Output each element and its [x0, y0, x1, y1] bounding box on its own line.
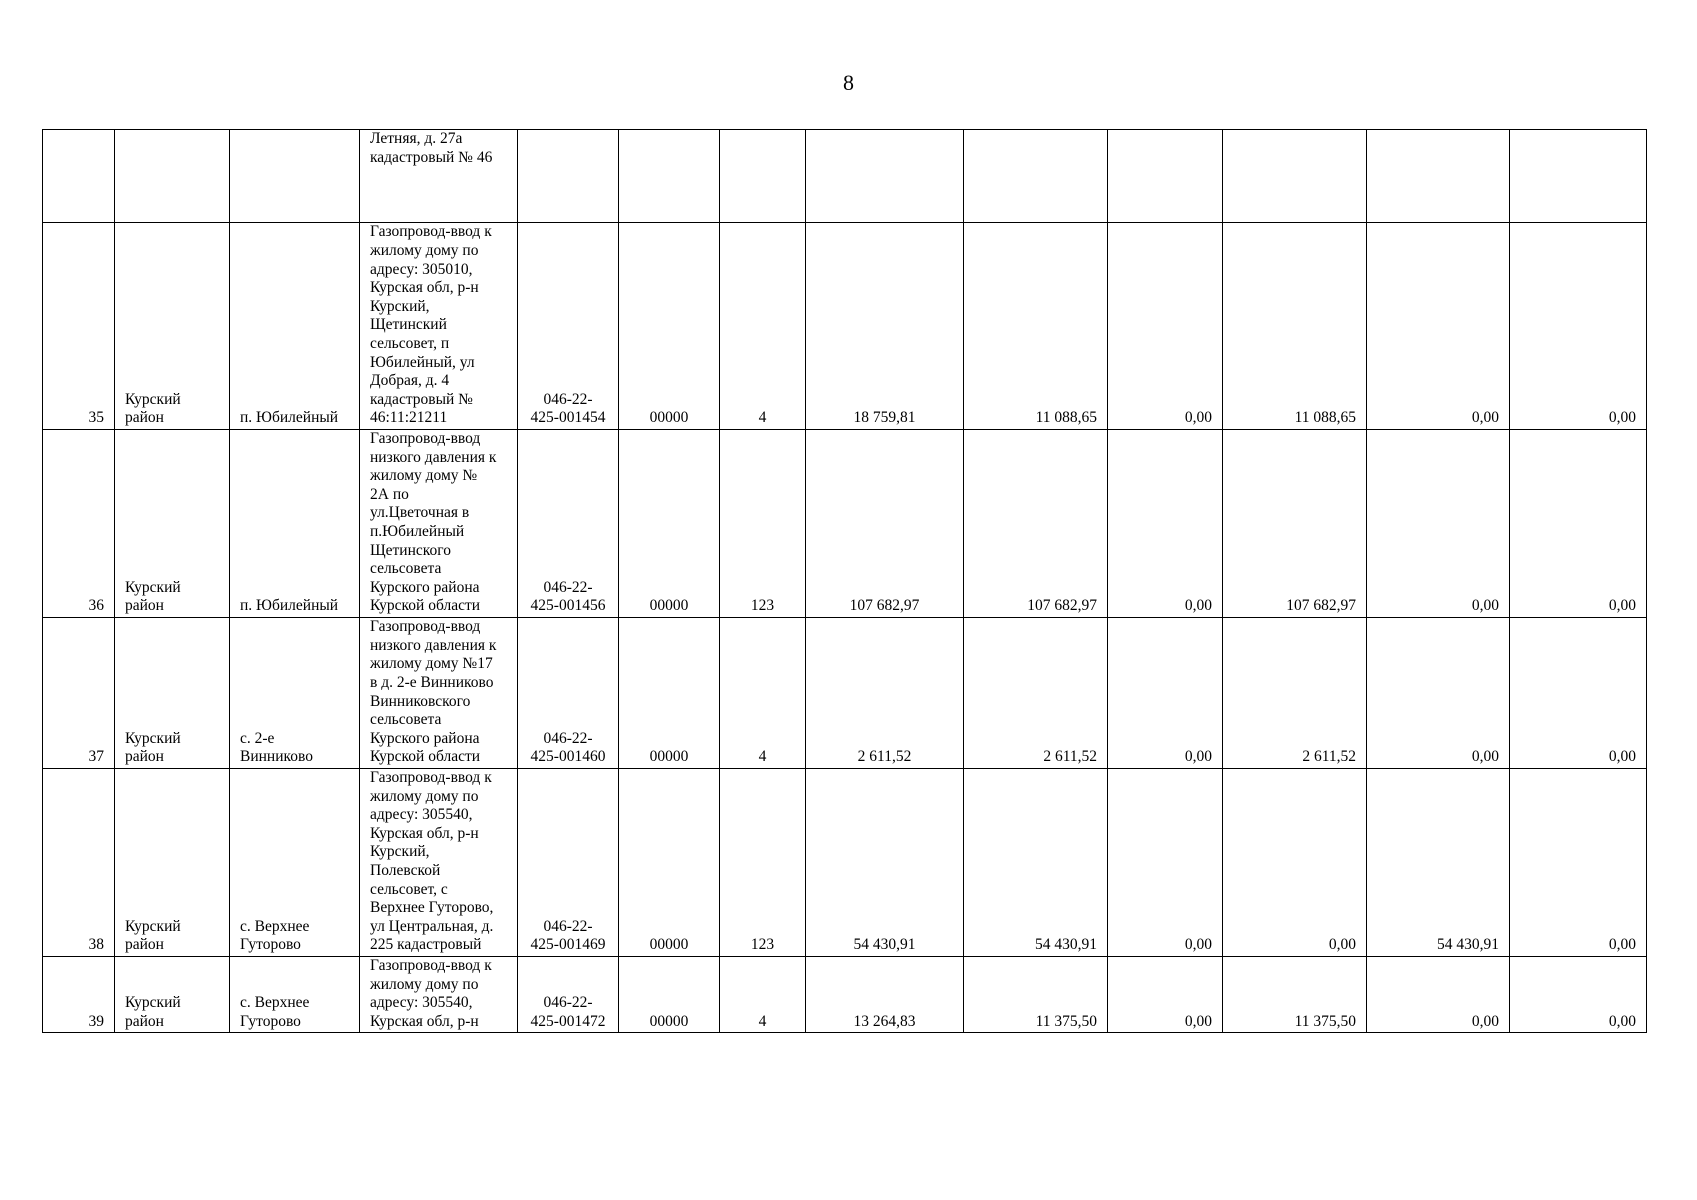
cell-value-6: 0,00 [1510, 769, 1647, 957]
cell-value-3: 0,00 [1108, 430, 1223, 618]
cell-value-4: 11 088,65 [1223, 223, 1367, 430]
cell-district: Курский район [115, 957, 230, 1033]
table-row [43, 223, 1647, 430]
cell-number [43, 130, 115, 223]
cell-settlement: п. Юбилейный [230, 430, 360, 618]
cell-value-1: 18 759,81 [806, 223, 964, 430]
cell-code: 00000 [619, 769, 720, 957]
cell-district [115, 130, 230, 223]
cell-value-4: 2 611,52 [1223, 618, 1367, 769]
table-row [43, 430, 1647, 618]
table-row [43, 769, 1647, 957]
cell-settlement: с. Верхнее Гуторово [230, 957, 360, 1033]
cell-object: Газопровод-ввод к жилому дому по адресу: 305010, Курская обл, р-н Курский, Щетинский сельсовет, п Юбилейный, ул Добрая, д. 4 кадастровый № 46:11:21211 [360, 223, 518, 430]
cell-value-6: 0,00 [1510, 223, 1647, 430]
cell-inventory: 046-22- 425-001469 [518, 769, 619, 957]
cell-value-3: 0,00 [1108, 957, 1223, 1033]
cell-quantity: 4 [720, 957, 806, 1033]
cell-inventory: 046-22- 425-001472 [518, 957, 619, 1033]
cell-code: 00000 [619, 430, 720, 618]
cell-value-3: 0,00 [1108, 769, 1223, 957]
cell-object: Газопровод-ввод низкого давления к жилому дому №17 в д. 2-е Винниково Винниковского сельсовета Курского района Курской области [360, 618, 518, 769]
cell-value-4: 0,00 [1223, 769, 1367, 957]
cell-object: Газопровод-ввод низкого давления к жилому дому № 2А по ул.Цветочная в п.Юбилейный Щетинского сельсовета Курского района Курской области [360, 430, 518, 618]
cell-value-3 [1108, 130, 1223, 223]
cell-quantity: 4 [720, 618, 806, 769]
cell-value-6 [1510, 130, 1647, 223]
table-body [43, 130, 1647, 1033]
cell-settlement [230, 130, 360, 223]
cell-value-4 [1223, 130, 1367, 223]
cell-value-6: 0,00 [1510, 430, 1647, 618]
cell-value-5: 0,00 [1367, 430, 1510, 618]
cell-number: 36 [43, 430, 115, 618]
cell-inventory [518, 130, 619, 223]
cell-value-4: 11 375,50 [1223, 957, 1367, 1033]
cell-settlement: с. 2-е Винниково [230, 618, 360, 769]
cell-value-3: 0,00 [1108, 618, 1223, 769]
cell-code: 00000 [619, 618, 720, 769]
cell-number: 35 [43, 223, 115, 430]
cell-value-2: 11 088,65 [964, 223, 1108, 430]
cell-quantity: 4 [720, 223, 806, 430]
cell-value-6: 0,00 [1510, 957, 1647, 1033]
cell-inventory: 046-22- 425-001456 [518, 430, 619, 618]
cell-object: Летняя, д. 27а кадастровый № 46 [360, 130, 518, 223]
cell-value-2: 2 611,52 [964, 618, 1108, 769]
cell-inventory: 046-22- 425-001460 [518, 618, 619, 769]
cell-settlement: п. Юбилейный [230, 223, 360, 430]
cell-quantity: 123 [720, 430, 806, 618]
cell-value-5: 0,00 [1367, 618, 1510, 769]
cell-value-1: 107 682,97 [806, 430, 964, 618]
cell-value-2: 11 375,50 [964, 957, 1108, 1033]
cell-district: Курский район [115, 430, 230, 618]
cell-value-3: 0,00 [1108, 223, 1223, 430]
cell-value-1 [806, 130, 964, 223]
cell-code [619, 130, 720, 223]
cell-inventory: 046-22- 425-001454 [518, 223, 619, 430]
register-table [42, 129, 1647, 1033]
cell-quantity: 123 [720, 769, 806, 957]
cell-number: 38 [43, 769, 115, 957]
cell-code: 00000 [619, 223, 720, 430]
cell-district: Курский район [115, 618, 230, 769]
cell-value-5: 0,00 [1367, 223, 1510, 430]
cell-value-1: 2 611,52 [806, 618, 964, 769]
cell-number: 37 [43, 618, 115, 769]
cell-district: Курский район [115, 769, 230, 957]
cell-value-6: 0,00 [1510, 618, 1647, 769]
table-row [43, 618, 1647, 769]
cell-value-1: 13 264,83 [806, 957, 964, 1033]
cell-object: Газопровод-ввод к жилому дому по адресу: 305540, Курская обл, р-н Курский, Полевской сельсовет, с Верхнее Гуторово, ул Центральная, д. 225 кадастровый [360, 769, 518, 957]
cell-value-5: 54 430,91 [1367, 769, 1510, 957]
cell-quantity [720, 130, 806, 223]
cell-object: Газопровод-ввод к жилому дому по адресу: 305540, Курская обл, р-н [360, 957, 518, 1033]
cell-code: 00000 [619, 957, 720, 1033]
cell-value-5: 0,00 [1367, 957, 1510, 1033]
cell-value-1: 54 430,91 [806, 769, 964, 957]
cell-value-2: 107 682,97 [964, 430, 1108, 618]
cell-value-5 [1367, 130, 1510, 223]
cell-number: 39 [43, 957, 115, 1033]
table-row-continuation [43, 130, 1647, 223]
cell-settlement: с. Верхнее Гуторово [230, 769, 360, 957]
cell-district: Курский район [115, 223, 230, 430]
table-row [43, 957, 1647, 1033]
cell-value-2 [964, 130, 1108, 223]
cell-value-2: 54 430,91 [964, 769, 1108, 957]
page-number: 8 [843, 70, 854, 95]
cell-value-4: 107 682,97 [1223, 430, 1367, 618]
